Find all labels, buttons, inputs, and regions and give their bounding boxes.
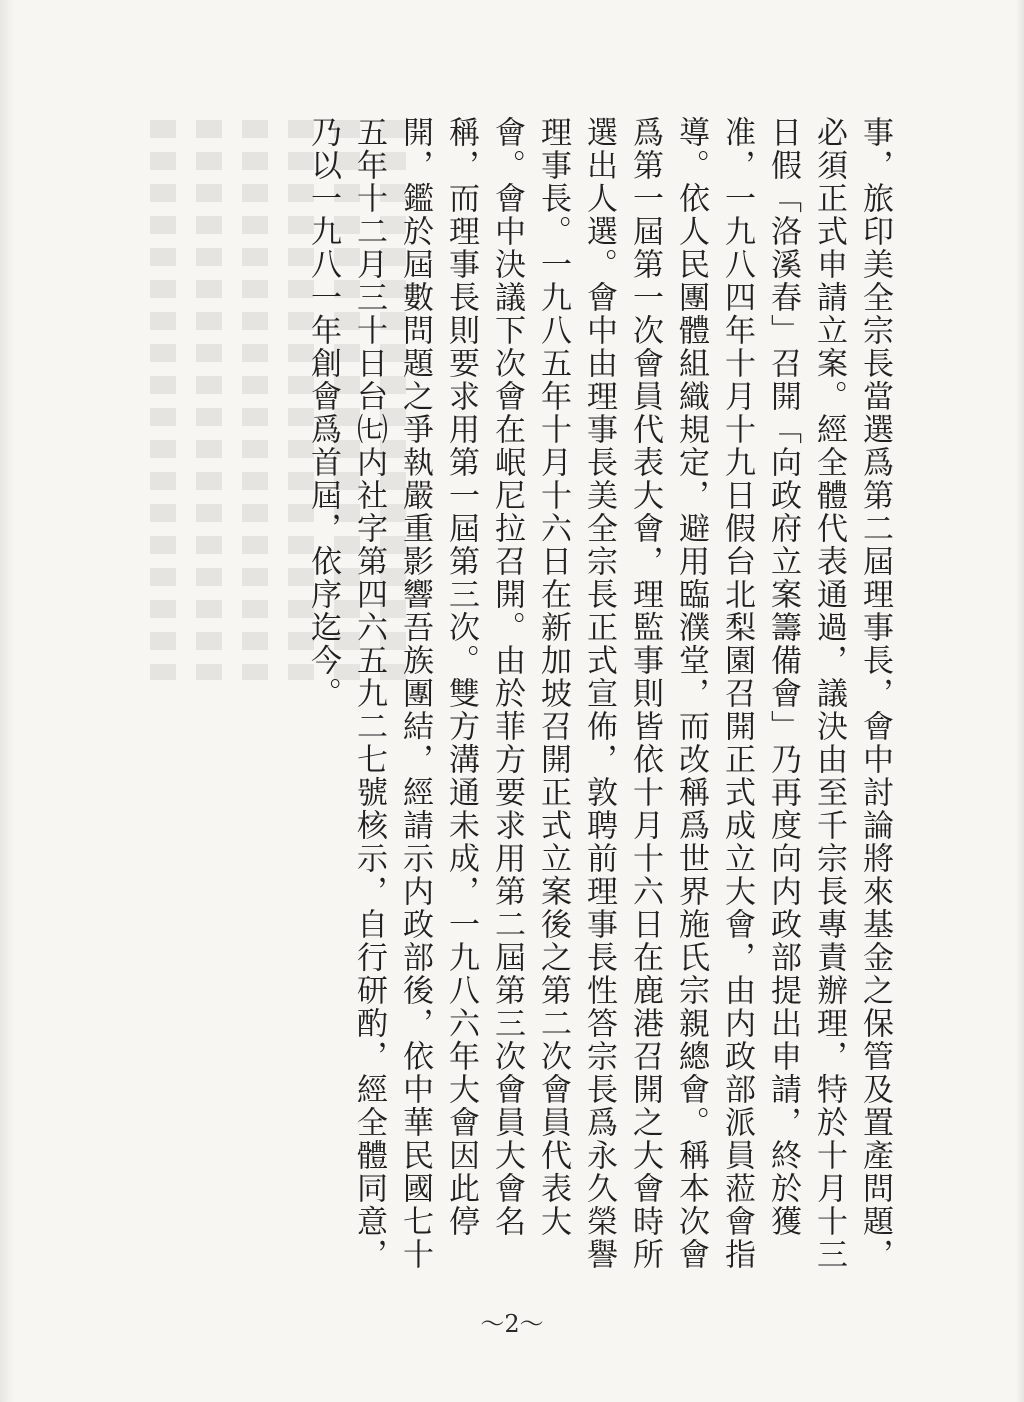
page-edge-shadow-right	[1016, 0, 1024, 1402]
body-paragraph: 事，旅印美全宗長當選爲第二屆理事長，會中討論將來基金之保管及置產問題，必須正式申請立案。經全體代表通過，議決由至千宗長專責辦理，特於十月十三日假「洛溪春」召開「向政府立案籌備會」乃再度向内政部提出申請，終於獲准，一九八四年十月十九日假台北梨園召開正式成立大會，由内政部派員蒞會指導。依人民團體組織規定，避用臨濮堂，而改稱爲世界施氏宗親總會。稱本次會爲第一屆第一次會員代表大會，理監事則皆依十月十六日在鹿港召開之大會時所選出人選。會中由理事長美全宗長正式宣佈，敦聘前理事長性答宗長爲永久榮譽理事長。一九八五年十月十六日在新加坡召開正式立案後之第二次會員代表大會。會中決議下次會在岷尼拉召開。由於菲方要求用第二屆第三次會員大會名稱，而理事長則要求用第一屆第三次。雙方溝通未成，一九八六年大會因此停開，鑑於屆數問題之爭執嚴重影響吾族團結，經請示内政部後，依中華民國七十五年十二月三十日台㈦内社字第四六五九二七號核示，自行研酌，經全體同意，乃以一九八一年創會爲首屆，依序迄今。	[305, 116, 893, 1271]
page-edge-shadow-left	[0, 0, 14, 1402]
page-number: ～2～	[480, 1310, 544, 1338]
vertical-body-text	[305, 116, 898, 1286]
